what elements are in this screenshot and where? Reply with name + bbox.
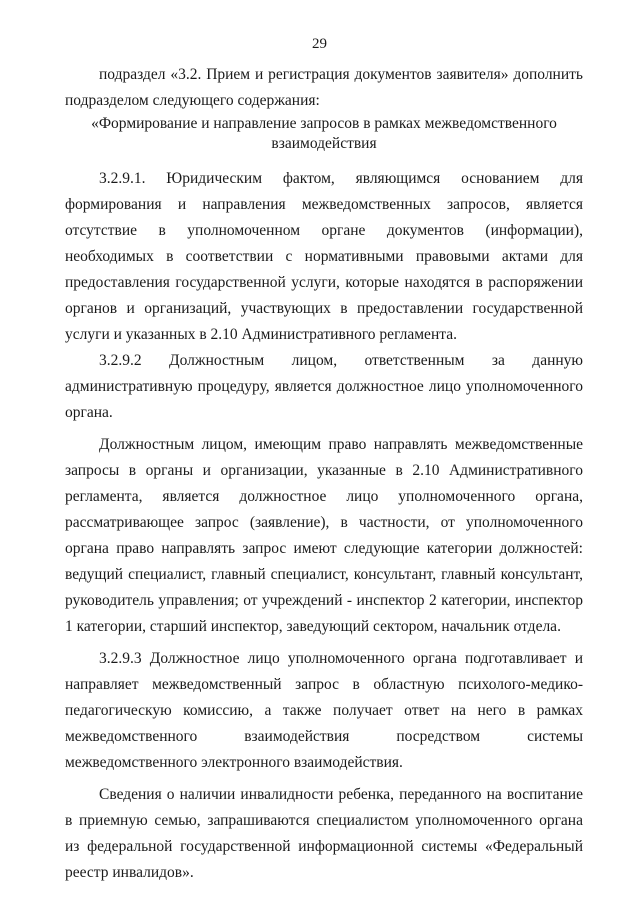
paragraph-disability-info: Сведения о наличии инвалидности ребенка, переданного на воспитание в приемную семью, запрашиваются специалистом уполномоченного органа из федеральной государственной информационной системы «Федеральный реестр инвалидов». — [65, 786, 583, 881]
document-body — [65, 62, 583, 886]
paragraph-3-2-9-3: 3.2.9.3 Должностное лицо уполномоченного органа подготавливает и направляет межведомственный запрос в областную психолого-медико-педагогическую комиссию, а также получает ответ на него в рамках межведомственного взаимодействия посредством системы межведомственного электронного взаимодействия. — [65, 650, 583, 771]
paragraph-3-2-9-1: 3.2.9.1. Юридическим фактом, являющимся основанием для формирования и направления межведомственных запросов, является отсутствие в уполномоченном органе документов (информации), необходимых в соответствии с нормативными правовыми актами для предоставления государственной услуги, которые находятся в распоряжении органов и организаций, участвующих в предоставлении государственной услуги и указанных в 2.10 Административного регламента. — [65, 170, 583, 343]
page-number: 29 — [312, 36, 327, 52]
paragraph-officials: Должностным лицом, имеющим право направлять межведомственные запросы в органы и организации, указанные в 2.10 Административного регламента, является должностное лицо уполномоченного органа, рассматривающее запрос (заявление), в частности, от уполномоченного органа право направлять запрос имеют следующие категории должностей: ведущий специалист, главный специалист, консультант, главный консультант, руководитель управления; от учреждений - инспектор 2 категории, инспектор 1 категории, старший инспектор, заведующий сектором, начальник отдела. — [65, 436, 583, 635]
paragraph-3-2-9-2: 3.2.9.2 Должностным лицом, ответственным за данную административную процедуру, является должностное лицо уполномоченного органа. — [65, 352, 583, 421]
intro-paragraph: подраздел «3.2. Прием и регистрация документов заявителя» дополнить подразделом следующего содержания: — [65, 66, 583, 109]
section-heading: «Формирование и направление запросов в рамках межведомственного взаимодействия — [91, 115, 557, 152]
